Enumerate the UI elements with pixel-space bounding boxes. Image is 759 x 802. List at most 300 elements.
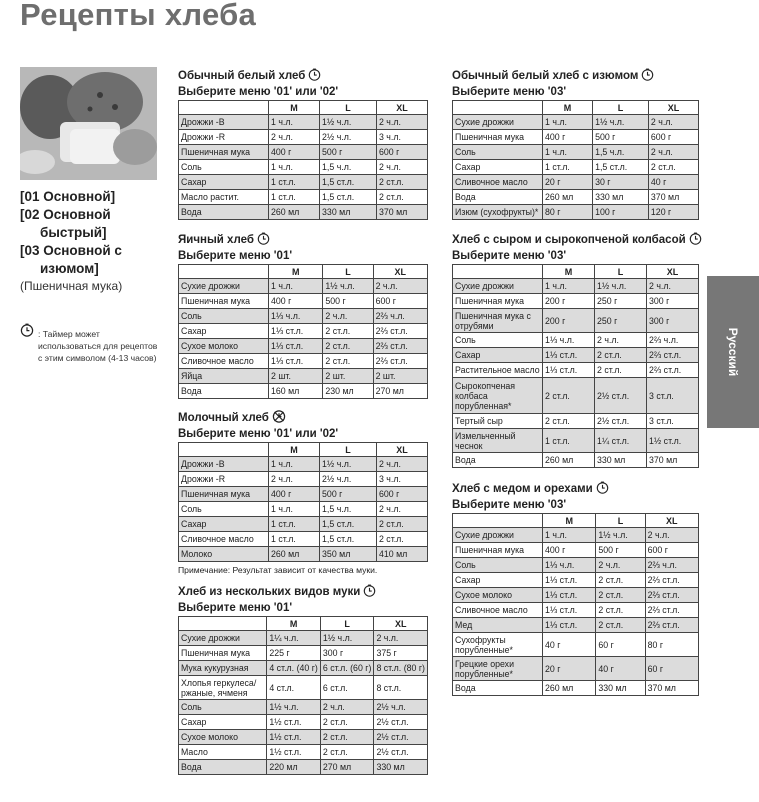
ingredient-amount: 2 ст.л. [596, 573, 645, 588]
recipe-honey-bread [452, 481, 699, 696]
ingredient-amount: 270 мл [373, 384, 427, 399]
ingredient-amount: 2 ст.л. [320, 745, 374, 760]
ingredient-amount: 2½ ст.л. [374, 730, 428, 745]
timer-icon [689, 232, 702, 245]
table-row [453, 175, 699, 190]
ingredient-name: Сухое молоко [179, 339, 269, 354]
ingredient-amount: 2 ч.л. [595, 333, 647, 348]
ingredient-amount: 1½ ч.л. [323, 279, 373, 294]
table-header [179, 101, 428, 115]
column-header: XL [376, 443, 427, 457]
ingredient-name: Мука кукурузная [179, 661, 267, 676]
ingredient-amount: 330 мл [320, 205, 377, 220]
ingredient-amount: 6 ст.л. (60 г) [320, 661, 374, 676]
recipe-cheese-bread [452, 232, 699, 468]
ingredient-name: Вода [179, 760, 267, 775]
table-row [179, 532, 428, 547]
recipe-title: Обычный белый хлеб [178, 68, 428, 84]
ingredient-name: Дрожжи -B [179, 457, 269, 472]
ingredient-amount: 300 г [647, 294, 699, 309]
ingredient-amount: 600 г [373, 294, 427, 309]
ingredient-name: Соль [179, 309, 269, 324]
table-row [179, 676, 428, 700]
ingredients-table [178, 264, 428, 399]
ingredient-amount: 2 ч.л. [374, 631, 428, 646]
ingredient-amount: 1½ ст.л. [267, 730, 321, 745]
ingredient-amount: 2½ ст.л. [374, 715, 428, 730]
ingredient-amount: 1 ст.л. [543, 429, 595, 453]
ingredient-name: Пшеничная мука [179, 145, 269, 160]
header-blank [179, 101, 269, 115]
ingredient-amount: 1 ч.л. [543, 279, 595, 294]
ingredient-amount: 500 г [320, 487, 377, 502]
ingredient-amount: 1⅓ ст.л. [269, 354, 323, 369]
ingredient-name: Хлопья геркулеса/ ржаные, ячменя [179, 676, 267, 700]
ingredient-amount: 2 ч.л. [323, 309, 373, 324]
ingredient-amount: 1⅓ ч.л. [543, 558, 596, 573]
ingredient-amount: 2 ст.л. [543, 414, 595, 429]
column-header: M [543, 265, 595, 279]
table-row [453, 333, 699, 348]
ingredient-amount: 500 г [323, 294, 373, 309]
ingredient-amount: 1,5 ч.л. [320, 160, 377, 175]
column-header: M [267, 617, 321, 631]
ingredient-amount: 8 ст.л. [374, 676, 428, 700]
ingredient-amount: 200 г [543, 309, 595, 333]
ingredient-name: Вода [453, 190, 543, 205]
ingredient-amount: 1 ч.л. [269, 115, 320, 130]
table-row [453, 681, 699, 696]
table-row [453, 294, 699, 309]
ingredient-amount: 1 ч.л. [543, 528, 596, 543]
ingredient-amount: 600 г [648, 130, 698, 145]
table-row [179, 384, 428, 399]
ingredient-amount: 2 ч.л. [376, 457, 427, 472]
recipe-egg-bread [178, 232, 428, 399]
ingredient-amount: 2⅔ ст.л. [645, 603, 698, 618]
column-header: L [320, 443, 377, 457]
table-row [179, 324, 428, 339]
table-row [453, 414, 699, 429]
ingredient-amount: 2 ст.л. [376, 517, 427, 532]
ingredient-name: Сахар [179, 175, 269, 190]
table-row [453, 657, 699, 681]
column-header: XL [645, 514, 698, 528]
ingredient-amount: 600 г [645, 543, 698, 558]
table-row [453, 618, 699, 633]
ingredient-name: Яйца [179, 369, 269, 384]
table-row [179, 369, 428, 384]
ingredient-amount: 2⅔ ст.л. [645, 588, 698, 603]
ingredient-amount: 1 ст.л. [269, 190, 320, 205]
recipe-title: Хлеб с сыром и сырокопченой колбасой [452, 232, 699, 248]
ingredient-amount: 2½ ст.л. [595, 414, 647, 429]
table-row [453, 603, 699, 618]
ingredient-amount: 160 мл [269, 384, 323, 399]
ingredient-amount: 2 ч.л. [645, 528, 698, 543]
ingredient-amount: 200 г [543, 294, 595, 309]
table-header [453, 265, 699, 279]
table-row [179, 354, 428, 369]
table-header [179, 265, 428, 279]
ingredient-amount: 1 ч.л. [269, 279, 323, 294]
table-row [179, 130, 428, 145]
ingredient-name: Масло [179, 745, 267, 760]
timer-note-text: : Таймер может использоваться для рецептов с этим символом (4-13 часов) [38, 329, 158, 363]
column-header: XL [376, 101, 427, 115]
ingredient-amount: 3 ч.л. [376, 472, 427, 487]
ingredient-amount: 1¼ ст.л. [595, 429, 647, 453]
ingredient-name: Грецкие орехи порубленные* [453, 657, 543, 681]
ingredient-amount: 1⅓ ст.л. [543, 573, 596, 588]
ingredient-amount: 1½ ч.л. [320, 631, 374, 646]
ingredient-name: Пшеничная мука [179, 487, 269, 502]
ingredients-table [178, 442, 428, 562]
table-row [179, 115, 428, 130]
column-header: M [543, 101, 593, 115]
ingredient-amount: 2½ ч.л. [320, 130, 377, 145]
ingredient-amount: 260 мл [269, 547, 320, 562]
ingredient-amount: 2 ст.л. [323, 354, 373, 369]
ingredient-amount: 260 мл [269, 205, 320, 220]
ingredient-amount: 2 ч.л. [647, 279, 699, 294]
language-tab-label: Русский [726, 327, 740, 377]
menu-selection: Выберите меню '01' или '02' [178, 428, 339, 440]
table-row [179, 730, 428, 745]
ingredient-amount: 1½ ч.л. [596, 528, 645, 543]
column-header: XL [647, 265, 699, 279]
ingredient-name: Сахар [453, 348, 543, 363]
table-row [179, 145, 428, 160]
ingredient-amount: 6 ст.л. [320, 676, 374, 700]
column-header: XL [648, 101, 698, 115]
ingredient-amount: 1,5 ст.л. [320, 532, 377, 547]
ingredient-name: Изюм (сухофрукты)* [453, 205, 543, 220]
bread-photo [20, 67, 157, 180]
ingredient-name: Дрожжи -R [179, 472, 269, 487]
ingredient-amount: 400 г [269, 487, 320, 502]
ingredient-amount: 1,5 ст.л. [593, 160, 649, 175]
ingredient-amount: 370 мл [647, 453, 699, 468]
ingredient-amount: 2 ст.л. [323, 339, 373, 354]
ingredient-amount: 260 мл [543, 453, 595, 468]
recipe-title: Хлеб из нескольких видов муки [178, 584, 428, 600]
ingredient-amount: 400 г [269, 145, 320, 160]
table-row [453, 429, 699, 453]
table-row [453, 348, 699, 363]
ingredient-amount: 2⅔ ст.л. [373, 339, 427, 354]
ingredient-amount: 4 ст.л. (40 г) [267, 661, 321, 676]
table-row [453, 633, 699, 657]
ingredient-amount: 2 ч.л. [269, 130, 320, 145]
menu-line: [03 Основной с [20, 243, 122, 258]
ingredient-amount: 330 мл [374, 760, 428, 775]
column-header: L [595, 265, 647, 279]
ingredient-amount: 100 г [593, 205, 649, 220]
recipe-multigrain-bread [178, 584, 428, 775]
ingredient-amount: 500 г [596, 543, 645, 558]
table-row [453, 588, 699, 603]
ingredient-amount: 2 ст.л. [648, 160, 698, 175]
ingredient-amount: 1 ч.л. [269, 502, 320, 517]
table-row [453, 573, 699, 588]
ingredient-name: Масло растит. [179, 190, 269, 205]
ingredient-amount: 2⅔ ч.л. [645, 558, 698, 573]
ingredient-amount: 270 мл [320, 760, 374, 775]
ingredient-name: Тертый сыр [453, 414, 543, 429]
ingredient-name: Соль [453, 558, 543, 573]
ingredient-amount: 500 г [593, 130, 649, 145]
ingredient-amount: 230 мл [323, 384, 373, 399]
ingredient-amount: 2 ч.л. [320, 700, 374, 715]
ingredient-amount: 330 мл [593, 190, 649, 205]
ingredient-amount: 40 г [596, 657, 645, 681]
ingredient-amount: 410 мл [376, 547, 427, 562]
table-header [453, 101, 699, 115]
ingredient-amount: 3 ст.л. [647, 414, 699, 429]
table-row [179, 631, 428, 646]
ingredient-name: Дрожжи -B [179, 115, 269, 130]
column-header: L [596, 514, 645, 528]
ingredient-amount: 2 шт. [323, 369, 373, 384]
ingredient-amount: 1,5 ст.л. [320, 175, 377, 190]
ingredient-name: Сухие дрожжи [453, 528, 543, 543]
ingredient-amount: 2 ч.л. [376, 115, 427, 130]
table-row [453, 543, 699, 558]
ingredient-amount: 80 г [645, 633, 698, 657]
ingredient-amount: 1,5 ч.л. [320, 502, 377, 517]
table-row [179, 700, 428, 715]
ingredient-amount: 80 г [543, 205, 593, 220]
ingredient-amount: 300 г [647, 309, 699, 333]
header-blank [179, 443, 269, 457]
ingredient-amount: 1 ч.л. [269, 457, 320, 472]
ingredient-amount: 60 г [645, 657, 698, 681]
ingredient-amount: 1⅓ ст.л. [543, 618, 596, 633]
ingredients-table [178, 616, 428, 775]
column-header: L [593, 101, 649, 115]
ingredient-amount: 1½ ч.л. [267, 700, 321, 715]
table-row [179, 517, 428, 532]
ingredient-name: Пшеничная мука [179, 646, 267, 661]
table-row [179, 646, 428, 661]
column-header: XL [374, 617, 428, 631]
ingredient-name: Сухие дрожжи [179, 279, 269, 294]
ingredient-name: Пшеничная мука [453, 130, 543, 145]
ingredient-amount: 350 мл [320, 547, 377, 562]
ingredient-amount: 1⅓ ст.л. [269, 339, 323, 354]
ingredient-name: Пшеничная мука [453, 294, 543, 309]
menu-selection: Выберите меню '01' [178, 250, 293, 262]
ingredient-amount: 1 ст.л. [269, 517, 320, 532]
ingredient-name: Сливочное масло [179, 532, 269, 547]
table-row [453, 190, 699, 205]
ingredient-amount: 2 ч.л. [648, 115, 698, 130]
flour-note: (Пшеничная мука) [20, 279, 123, 293]
table-row [179, 160, 428, 175]
ingredient-amount: 1,5 ст.л. [320, 517, 377, 532]
ingredient-amount: 2⅔ ч.л. [373, 309, 427, 324]
ingredient-amount: 1⅓ ст.л. [543, 363, 595, 378]
ingredient-amount: 2 ч.л. [376, 502, 427, 517]
ingredient-amount: 1½ ст.л. [267, 715, 321, 730]
table-row [453, 309, 699, 333]
ingredient-amount: 1⅓ ч.л. [543, 333, 595, 348]
ingredient-amount: 2 ст.л. [596, 618, 645, 633]
column-header: M [269, 101, 320, 115]
ingredient-name: Сахар [453, 573, 543, 588]
ingredient-amount: 2⅔ ст.л. [373, 354, 427, 369]
ingredient-name: Пшеничная мука [453, 543, 543, 558]
table-row [179, 175, 428, 190]
ingredient-amount: 370 мл [645, 681, 698, 696]
table-row [453, 279, 699, 294]
menu-selection: Выберите меню '03' [452, 499, 567, 511]
ingredients-table [452, 264, 699, 468]
column-header: XL [373, 265, 427, 279]
ingredient-amount: 2 ст.л. [323, 324, 373, 339]
ingredient-amount: 20 г [543, 657, 596, 681]
ingredient-amount: 40 г [543, 633, 596, 657]
table-header [179, 617, 428, 631]
ingredient-amount: 60 г [596, 633, 645, 657]
recipe-title: Яичный хлеб [178, 232, 428, 248]
ingredient-amount: 1,5 ст.л. [320, 190, 377, 205]
ingredient-amount: 1⅓ ст.л. [543, 588, 596, 603]
table-row [453, 160, 699, 175]
ingredient-amount: 260 мл [543, 681, 596, 696]
ingredient-amount: 2½ ч.л. [320, 472, 377, 487]
column-header: M [543, 514, 596, 528]
ingredient-amount: 2 ст.л. [543, 378, 595, 414]
program-menus [20, 188, 160, 294]
ingredient-amount: 2 ч.л. [596, 558, 645, 573]
table-row [179, 472, 428, 487]
ingredient-name: Сухие дрожжи [453, 115, 543, 130]
column-header: M [269, 443, 320, 457]
ingredient-amount: 1½ ст.л. [267, 745, 321, 760]
table-row [453, 130, 699, 145]
ingredient-name: Соль [179, 160, 269, 175]
table-row [453, 558, 699, 573]
ingredient-name: Сахар [179, 517, 269, 532]
ingredient-amount: 330 мл [595, 453, 647, 468]
ingredient-name: Сухое молоко [453, 588, 543, 603]
recipe-title: Хлеб с медом и орехами [452, 481, 699, 497]
ingredient-amount: 2⅔ ст.л. [645, 618, 698, 633]
menu-selection: Выберите меню '03' [452, 250, 567, 262]
ingredient-amount: 600 г [376, 145, 427, 160]
ingredient-amount: 225 г [267, 646, 321, 661]
table-row [179, 760, 428, 775]
ingredient-amount: 2 ч.л. [373, 279, 427, 294]
ingredient-amount: 2 ст.л. [595, 348, 647, 363]
ingredient-amount: 1½ ч.л. [320, 457, 377, 472]
language-tab [707, 276, 759, 428]
ingredient-amount: 2 ч.л. [648, 145, 698, 160]
ingredient-name: Сухие дрожжи [179, 631, 267, 646]
ingredient-amount: 600 г [376, 487, 427, 502]
header-blank [453, 101, 543, 115]
ingredient-amount: 370 мл [648, 190, 698, 205]
ingredient-name: Сахар [453, 160, 543, 175]
recipe-title: Обычный белый хлеб с изюмом [452, 68, 699, 84]
table-row [179, 745, 428, 760]
ingredient-amount: 2 ст.л. [376, 175, 427, 190]
ingredient-amount: 2 ст.л. [376, 532, 427, 547]
recipe-note: Примечание: Результат зависит от качества муки. [178, 565, 378, 575]
ingredient-name: Сливочное масло [453, 603, 543, 618]
ingredient-amount: 2 ст.л. [596, 588, 645, 603]
ingredient-amount: 330 мл [596, 681, 645, 696]
table-row [179, 309, 428, 324]
ingredient-name: Дрожжи -R [179, 130, 269, 145]
ingredient-amount: 2⅔ ст.л. [645, 573, 698, 588]
ingredient-name: Пшеничная мука с отрубями [453, 309, 543, 333]
ingredient-amount: 1 ч.л. [543, 145, 593, 160]
recipe-white-bread [178, 68, 428, 220]
no-timer-icon [272, 409, 286, 423]
ingredient-amount: 2 шт. [269, 369, 323, 384]
ingredient-amount: 2½ ст.л. [595, 378, 647, 414]
menu-line: [01 Основной] [20, 189, 116, 204]
header-blank [453, 514, 543, 528]
menu-selection: Выберите меню '01' [178, 602, 293, 614]
ingredient-amount: 2 ч.л. [269, 472, 320, 487]
ingredient-amount: 1⅓ ст.л. [543, 348, 595, 363]
ingredient-name: Соль [453, 145, 543, 160]
ingredient-name: Сахар [179, 715, 267, 730]
ingredient-name: Соль [453, 333, 543, 348]
timer-icon [596, 481, 609, 494]
ingredient-amount: 1⅓ ст.л. [543, 603, 596, 618]
ingredient-amount: 1½ ч.л. [595, 279, 647, 294]
ingredient-name: Сухие дрожжи [453, 279, 543, 294]
header-blank [179, 265, 269, 279]
ingredient-name: Пшеничная мука [179, 294, 269, 309]
ingredient-amount: 3 ст.л. [647, 378, 699, 414]
ingredient-amount: 2 ст.л. [596, 603, 645, 618]
ingredient-amount: 220 мл [267, 760, 321, 775]
table-row [179, 279, 428, 294]
ingredient-name: Соль [179, 502, 269, 517]
ingredient-amount: 1½ ч.л. [593, 115, 649, 130]
column-header: L [320, 617, 374, 631]
ingredient-amount: 1⅓ ч.л. [269, 309, 323, 324]
ingredient-amount: 2⅔ ст.л. [647, 363, 699, 378]
ingredient-amount: 40 г [648, 175, 698, 190]
recipe-milk-bread [178, 409, 428, 576]
ingredient-amount: 400 г [269, 294, 323, 309]
ingredient-amount: 1 ст.л. [543, 160, 593, 175]
ingredient-amount: 500 г [320, 145, 377, 160]
ingredients-table [452, 100, 699, 220]
ingredient-amount: 1¼ ч.л. [267, 631, 321, 646]
ingredient-name: Сливочное масло [453, 175, 543, 190]
table-row [453, 115, 699, 130]
ingredient-amount: 8 ст.л. (80 г) [374, 661, 428, 676]
menu-selection: Выберите меню '01' или '02' [178, 86, 339, 98]
page-title: Рецепты хлеба [20, 0, 257, 32]
ingredient-amount: 1½ ч.л. [320, 115, 377, 130]
ingredient-amount: 2⅔ ч.л. [647, 333, 699, 348]
ingredient-amount: 300 г [320, 646, 374, 661]
ingredient-amount: 120 г [648, 205, 698, 220]
table-row [179, 547, 428, 562]
ingredient-name: Соль [179, 700, 267, 715]
ingredient-name: Вода [179, 384, 269, 399]
ingredient-name: Растительное масло [453, 363, 543, 378]
